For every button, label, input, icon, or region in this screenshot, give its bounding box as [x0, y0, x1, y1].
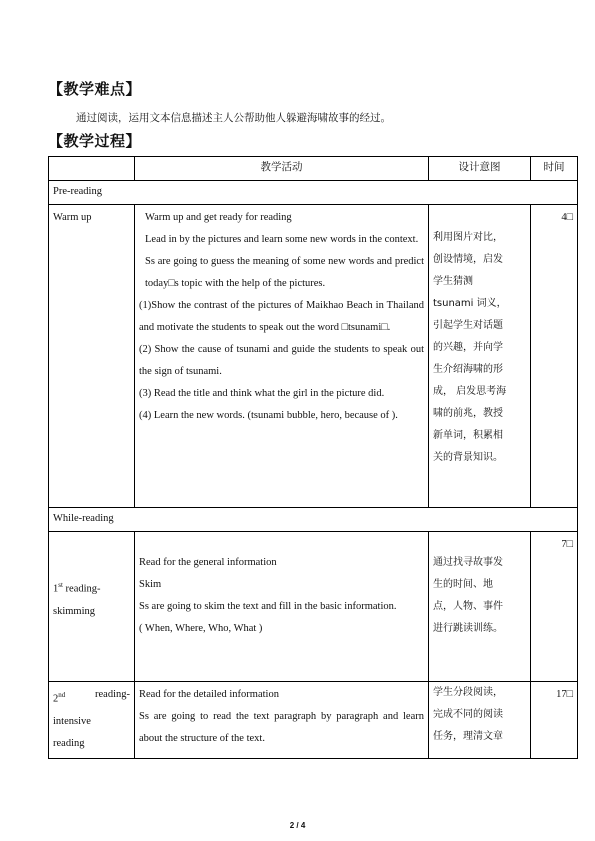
table-header-row — [49, 157, 578, 181]
warm-up-intent-line: 引起学生对话题 — [433, 320, 503, 331]
lesson-process-table — [48, 156, 578, 759]
first-reading-activity-line: Read for the general information — [139, 557, 277, 568]
warm-up-intent-line: tsunami 词义， — [433, 298, 507, 309]
second-reading-intent-line: 学生分段阅读， — [433, 687, 503, 698]
second-reading-row — [49, 682, 578, 759]
warm-up-row — [49, 205, 578, 508]
warm-up-activity-line: Warm up and get ready for reading — [145, 212, 292, 223]
second-reading-activity-line: Read for the detailed information — [139, 689, 279, 700]
first-reading-intent-line: 点，人物、事件 — [433, 601, 503, 612]
second-reading-activity — [135, 682, 429, 759]
second-reading-activity-line: Ss are going to read the text paragraph by paragraph and learn about the structure of the text. — [139, 711, 424, 744]
warm-up-activity-line: (4) Learn the new words. (tsunami bubble, hero, because of ). — [139, 410, 398, 421]
first-reading-activity — [135, 532, 429, 682]
header-time: 时间 — [531, 157, 578, 181]
first-reading-activity-line: Skim — [139, 579, 162, 590]
header-stage-cell — [49, 157, 135, 181]
warm-up-time: 4□ — [531, 205, 578, 508]
first-reading-time: 7□ — [531, 532, 578, 682]
difficulty-heading: 【教学难点】 — [48, 80, 142, 98]
first-reading-activity-line: Ss are going to skim the text and fill in the basic information. — [139, 601, 397, 612]
second-reading-stage-line1: 2nd reading- — [53, 689, 130, 705]
while-reading-row — [49, 508, 578, 532]
second-reading-intent-line: 任务，理清文章 — [433, 731, 503, 742]
first-reading-stage — [49, 532, 135, 682]
header-intent: 设计意图 — [429, 157, 531, 181]
first-reading-activity-line: ( When, Where, Who, What ) — [139, 623, 263, 634]
header-activity: 教学活动 — [135, 157, 429, 181]
warm-up-intent-line: 关的背景知识。 — [433, 452, 503, 463]
warm-up-stage: Warm up — [49, 205, 135, 508]
warm-up-intent-line: 创设情境，启发 — [433, 254, 503, 265]
warm-up-activity-line: Lead in by the pictures and learn some new words in the context. — [145, 234, 419, 245]
warm-up-activity-line: Ss are going to guess the meaning of some new words and predict today□s topic with the help of the pictures. — [145, 256, 424, 289]
second-reading-intent — [429, 682, 531, 759]
page-number: 2 / 4 — [289, 821, 306, 830]
warm-up-intent-line: 成， 启发思考海 — [433, 386, 507, 397]
warm-up-intent-line: 利用图片对比， — [433, 232, 503, 243]
difficulty-text: 通过阅读，运用文本信息描述主人公帮助他人躲避海啸故事的经过。 — [76, 112, 391, 124]
warm-up-activity-line: (2) Show the cause of tsunami and guide the students to speak out the sign of tsunami. — [139, 344, 424, 377]
warm-up-intent-line: 啸的前兆，教授 — [433, 408, 503, 419]
second-reading-stage-line3: reading — [53, 737, 85, 749]
process-heading: 【教学过程】 — [48, 132, 142, 150]
first-reading-intent — [429, 532, 531, 682]
second-reading-stage — [49, 682, 135, 759]
warm-up-intent-line: 学生猜测 — [433, 276, 473, 287]
pre-reading-row — [49, 181, 578, 205]
warm-up-intent-line: 生介绍海啸的形 — [433, 364, 503, 375]
first-reading-stage-line2: skimming — [53, 605, 96, 617]
second-reading-time: 17□ — [531, 682, 578, 759]
warm-up-activity-line: (1)Show the contrast of the pictures of Maikhao Beach in Thailand and motivate the students to speak out the word □tsunami□. — [139, 300, 424, 333]
warm-up-activity-line: (3) Read the title and think what the girl in the picture did. — [139, 388, 385, 399]
second-reading-intent-line: 完成不同的阅读 — [433, 709, 503, 720]
warm-up-intent-line: 新单词，积累相 — [433, 430, 503, 441]
first-reading-intent-line: 生的时间、地 — [433, 579, 493, 590]
first-reading-stage-line1: 1st reading- — [53, 581, 101, 595]
warm-up-intent — [429, 205, 531, 508]
warm-up-intent-line: 的兴趣，并向学 — [433, 342, 503, 353]
first-reading-intent-line: 通过找寻故事发 — [433, 557, 503, 568]
first-reading-row — [49, 532, 578, 682]
while-reading-label: While-reading — [49, 508, 578, 532]
second-reading-stage-line2: intensive — [53, 715, 91, 727]
first-reading-intent-line: 进行跳读训练。 — [433, 623, 503, 634]
pre-reading-label: Pre-reading — [49, 181, 578, 205]
warm-up-activity — [135, 205, 429, 508]
